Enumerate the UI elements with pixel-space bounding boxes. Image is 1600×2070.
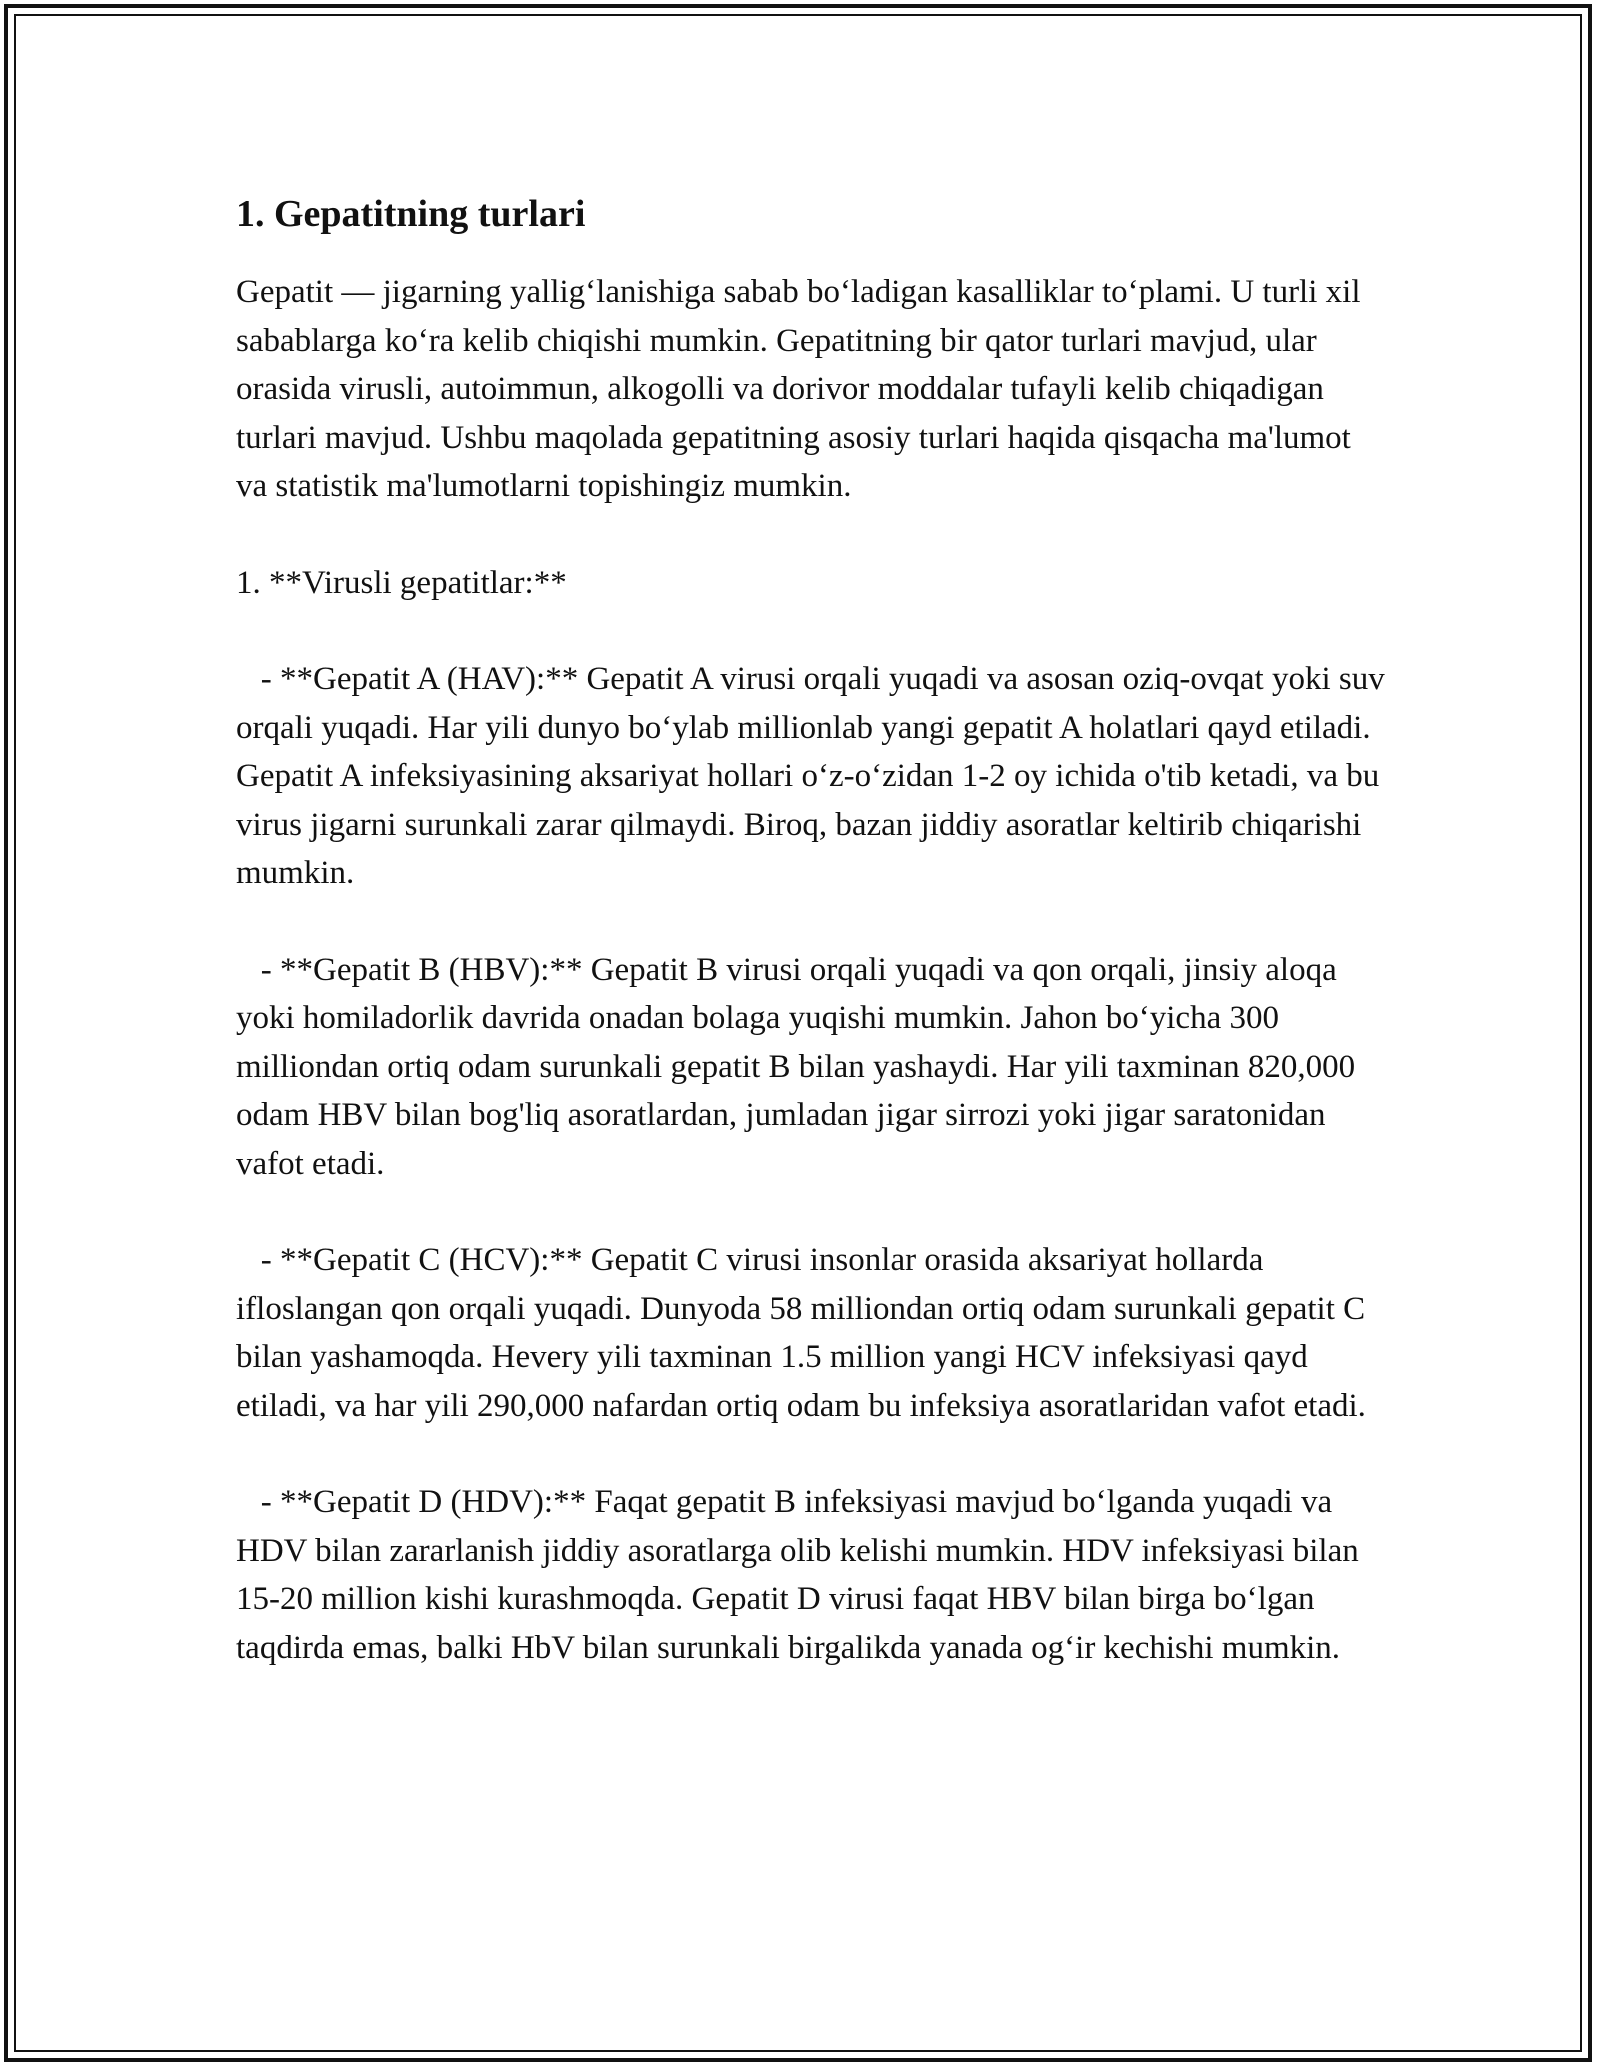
section-heading-viral: 1. **Virusli gepatitlar:** [236, 564, 567, 601]
intro-paragraph: Gepatit — jigarning yallig‘lanishiga sabab bo‘ladigan kasalliklar to‘plami. U turli xil sabablarga ko‘ra kelib chiqishi mumkin. Gepatitning bir qator turlari mavjud, ular orasida virusli, autoimmun, alkogolli va dorivor moddalar tufayli kelib chiqadigan turlari mavjud. Ushbu maqolada gepatitning asosiy turlari haqida qisqacha ma'lumot va statistik ma'lumotlarni topishingiz mumkin. [236, 274, 1369, 504]
document-title: 1. Gepatitning turlari [236, 193, 586, 235]
document-body [236, 186, 1393, 1720]
paragraph-hepatitis-d: - **Gepatit D (HDV):** Faqat gepatit B infeksiyasi mavjud bo‘lganda yuqadi va HDV bilan zararlanish jiddiy asoratlarga olib kelishi mumkin. HDV infeksiyasi bilan 15-20 million kishi kurashmoqda. Gepatit D virusi faqat HBV bilan birga bo‘lgan taqdirda emas, balki HbV bilan surunkali birgalikda yanada og‘ir kechishi mumkin. [236, 1484, 1367, 1666]
paragraph-hepatitis-a: - **Gepatit A (HAV):** Gepatit A virusi orqali yuqadi va asosan oziq-ovqat yoki suv orqali yuqadi. Har yili dunyo bo‘ylab millionlab yangi gepatit A holatlari qayd etiladi. Gepatit A infeksiyasining aksariyat hollari o‘z-o‘zidan 1-2 oy ichida o'tib ketadi, va bu virus jigarni surunkali zarar qilmaydi. Biroq, bazan jiddiy asoratlar keltirib chiqarishi mumkin. [236, 661, 1393, 891]
paragraph-hepatitis-c: - **Gepatit C (HCV):** Gepatit C virusi insonlar orasida aksariyat hollarda ifloslangan qon orqali yuqadi. Dunyoda 58 milliondan ortiq odam surunkali gepatit C bilan yashamoqda. Hevery yili taxminan 1.5 million yangi HCV infeksiyasi qayd etiladi, va har yili 290,000 nafardan ortiq odam bu infeksiya asoratlaridan vafot etadi. [236, 1242, 1374, 1424]
paragraph-hepatitis-b: - **Gepatit B (HBV):** Gepatit B virusi orqali yuqadi va qon orqali, jinsiy aloqa yoki homiladorlik davrida onadan bolaga yuqishi mumkin. Jahon bo‘yicha 300 milliondan ortiq odam surunkali gepatit B bilan yashaydi. Har yili taxminan 820,000 odam HBV bilan bog'liq asoratlardan, jumladan jigar sirrozi yoki jigar saratonidan vafot etadi. [236, 951, 1364, 1182]
